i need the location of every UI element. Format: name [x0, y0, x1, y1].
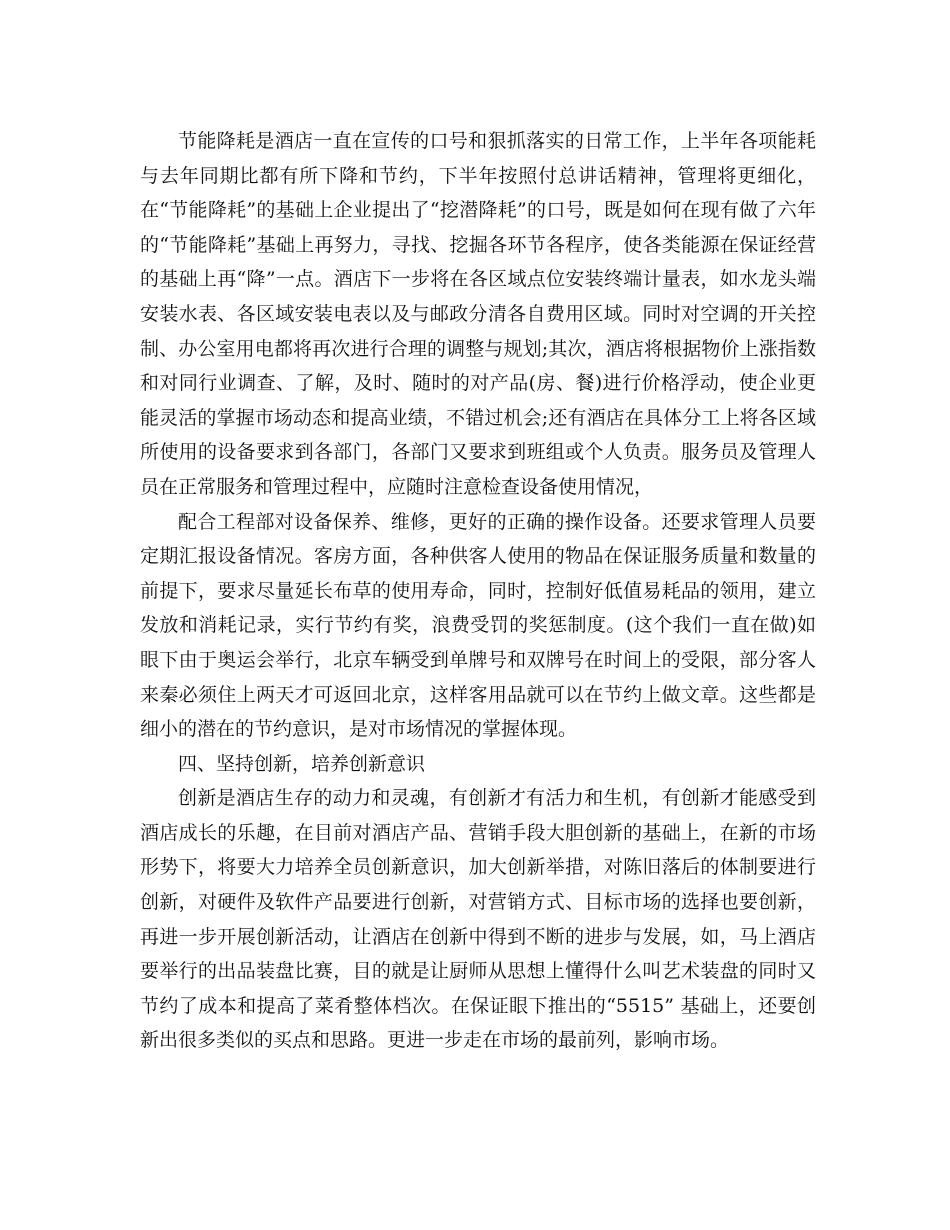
- document-body: [140, 124, 816, 1058]
- section-heading-innovation: 四、坚持创新，培养创新意识: [178, 752, 426, 775]
- paragraph-innovation: 创新是酒店生存的动力和灵魂，有创新才有活力和生机，有创新才能感受到酒店成长的乐趣，在目前对酒店产品、营销手段大胆创新的基础上，在新的市场形势下，将要大力培养全员创新意识，加大创新举措，对陈旧落后的体制要进行创新，对硬件及软件产品要进行创新，对营销方式、目标市场的选择也要创新，再进一步开展创新活动，让酒店在创新中得到不断的进步与发展，如，马上酒店要举行的出品装盘比赛，目的就是让厨师从思想上懂得什么叫艺术装盘的同时又节约了成本和提高了菜肴整体档次。在保证眼下推出的“5515” 基础上，还要创新出很多类似的买点和思路。更进一步走在市场的最前列，影响市场。: [140, 787, 816, 1052]
- paragraph-equipment-maintenance: 配合工程部对设备保养、维修，更好的正确的操作设备。还要求管理人员要定期汇报设备情况。客房方面，各种供客人使用的物品在保证服务质量和数量的前提下，要求尽量延长布草的使用寿命，同时，控制好低值易耗品的领用，建立发放和消耗记录，实行节约有奖，浪费受罚的奖惩制度。(这个我们一直在做)如眼下由于奥运会举行，北京车辆受到单牌号和双牌号在时间上的受限，部分客人来秦必须住上两天才可返回北京，这样客用品就可以在节约上做文章。这些都是细小的潜在的节约意识，是对市场情况的掌握体现。: [140, 510, 816, 741]
- paragraph-energy-saving: 节能降耗是酒店一直在宣传的口号和狠抓落实的日常工作，上半年各项能耗与去年同期比都有所下降和节约，下半年按照付总讲话精神，管理将更细化，在“节能降耗”的基础上企业提出了“挖潜降耗”的口号，既是如何在现有做了六年的“节能降耗”基础上再努力，寻找、挖掘各环节各程序，使各类能源在保证经营的基础上再“降”一点。酒店下一步将在各区域点位安装终端计量表，如水龙头端安装水表、各区域安装电表以及与邮政分清各自费用区域。同时对空调的开关控制、办公室用电都将再次进行合理的调整与规划;其次，酒店将根据物价上涨指数和对同行业调查、了解，及时、随时的对产品(房、餐)进行价格浮动，使企业更能灵活的掌握市场动态和提高业绩，不错过机会;还有酒店在具体分工上将各区域所使用的设备要求到各部门，各部门又要求到班组或个人负责。服务员及管理人员在正常服务和管理过程中，应随时注意检查设备使用情况，: [140, 130, 816, 498]
